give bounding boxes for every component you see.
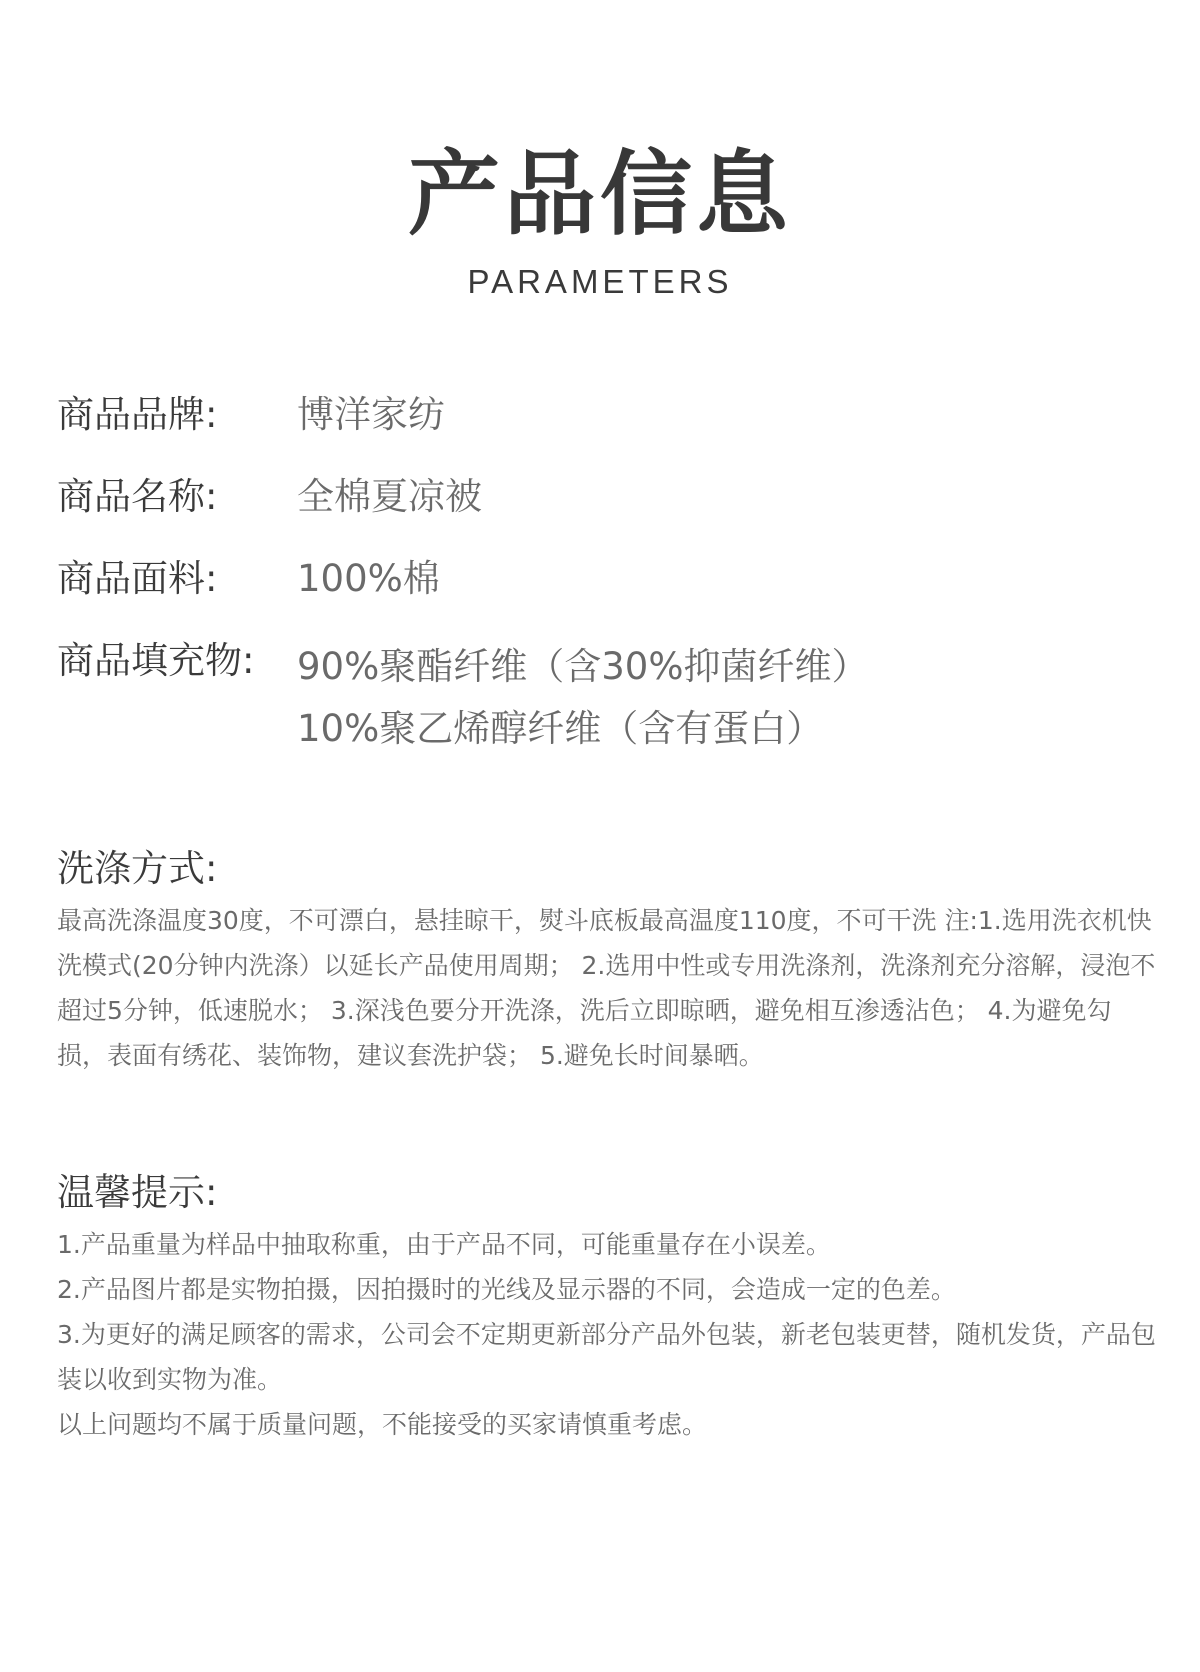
param-value — [297, 644, 868, 752]
param-label: 商品面料: — [57, 557, 218, 600]
param-row-brand — [57, 392, 1157, 438]
tip-line: 1.产品重量为样品中抽取称重，由于产品不同，可能重量存在小误差。 — [57, 1230, 831, 1259]
tip-line: 3.为更好的满足顾客的需求，公司会不定期更新部分产品外包装，新老包装更替，随机发货，产品包装以收到实物为准。 — [57, 1320, 1156, 1394]
param-value-line: 全棉夏凉被 — [297, 475, 482, 518]
param-value — [297, 556, 440, 602]
param-value — [297, 392, 445, 438]
param-row-fabric — [57, 556, 1157, 602]
header — [0, 140, 1200, 302]
param-label: 商品名称: — [57, 475, 218, 518]
tip-line: 2.产品图片都是实物拍摄，因拍摄时的光线及显示器的不同，会造成一定的色差。 — [57, 1275, 956, 1304]
product-params — [57, 392, 1157, 788]
param-row-name — [57, 474, 1157, 520]
tip-line: 以上问题均不属于质量问题，不能接受的买家请慎重考虑。 — [57, 1410, 708, 1439]
param-value-line: 10%聚乙烯醇纤维（含有蛋白） — [297, 707, 824, 750]
param-value-line: 90%聚酯纤维（含30%抑菌纤维） — [297, 645, 869, 688]
param-value — [297, 474, 482, 520]
wash-section — [57, 846, 1157, 1078]
param-value-line: 100%棉 — [297, 557, 440, 600]
page-subtitle: PARAMETERS — [467, 263, 733, 300]
param-label: 商品品牌: — [57, 393, 218, 436]
tips-section — [57, 1170, 1157, 1447]
param-label: 商品填充物: — [57, 639, 255, 682]
param-row-filling — [57, 638, 1157, 752]
param-value-line: 博洋家纺 — [297, 393, 445, 436]
wash-title: 洗涤方式: — [57, 847, 218, 890]
wash-body: 最高洗涤温度30度，不可漂白，悬挂晾干，熨斗底板最高温度110度，不可干洗 注:1.选用洗衣机快洗模式(20分钟内洗涤）以延长产品使用周期； 2.选用中性或专用洗涤剂，洗涤剂充分溶解，浸泡不超过5分钟，低速脱水； 3.深浅色要分开洗涤，洗后立即晾晒，避免相互渗透沾色； 4.为避免勾损，表面有绣花、装饰物，建议套洗护袋； 5.避免长时间暴晒。 — [57, 906, 1156, 1070]
tips-body — [57, 1222, 1157, 1447]
tips-title: 温馨提示: — [57, 1171, 218, 1214]
page-title: 产品信息 — [407, 141, 792, 248]
